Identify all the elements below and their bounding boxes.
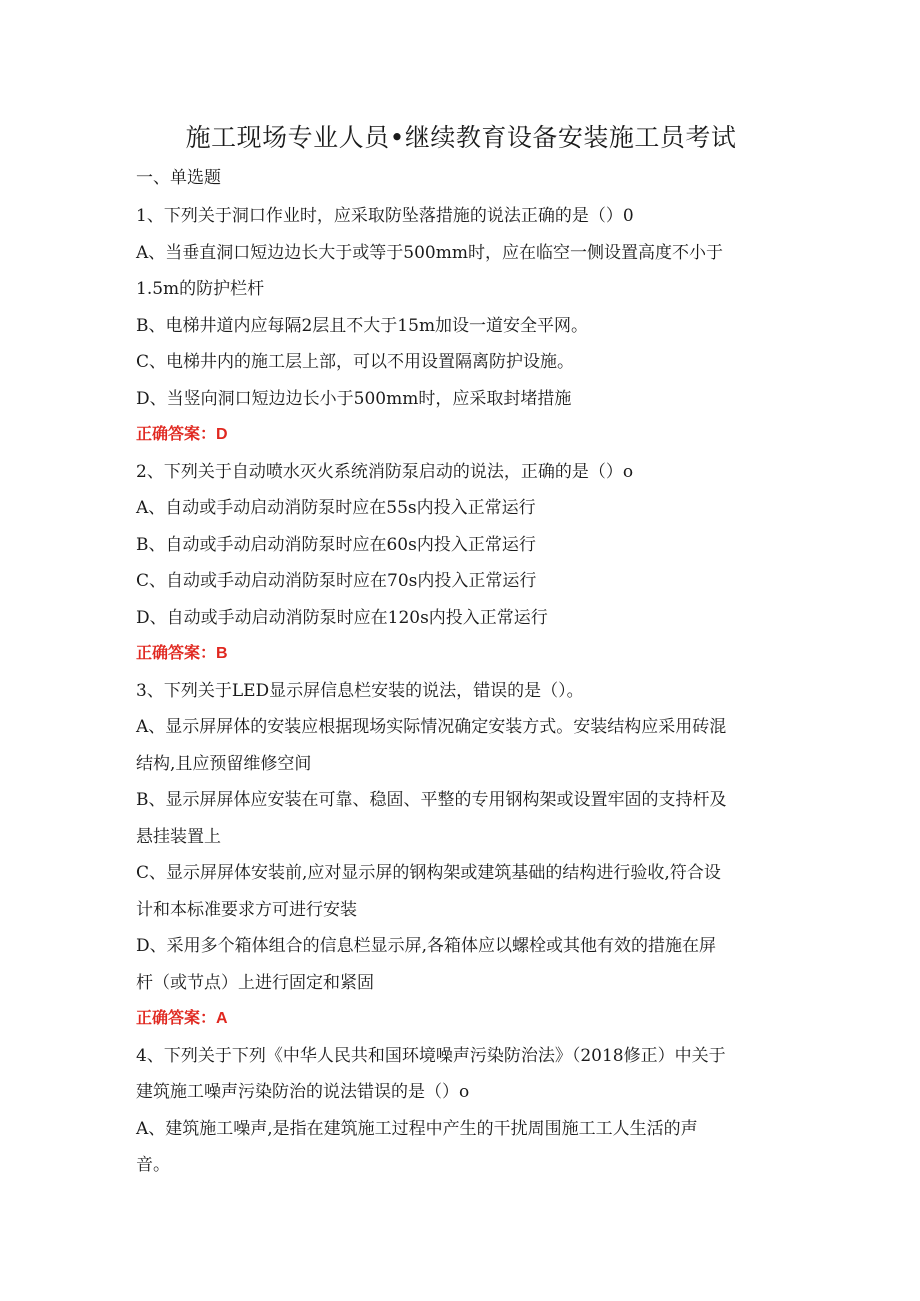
document-title: 施工现场专业人员•继续教育设备安装施工员考试 xyxy=(185,123,737,152)
question-1-option-a-line-2: 1.5m的防护栏杆 xyxy=(136,279,265,299)
question-2-option-a: A、自动或手动启动消防泵时应在55s内投入正常运行 xyxy=(136,498,536,518)
question-2-option-d: D、自动或手动启动消防泵时应在120s内投入正常运行 xyxy=(136,607,548,628)
document-page xyxy=(136,118,786,1184)
question-3-answer: 正确答案：A xyxy=(136,1010,228,1027)
question-1-answer: 正确答案：D xyxy=(136,426,228,443)
question-3-stem: 3、下列关于LED显示屏信息栏安装的说法，错误的是（）。 xyxy=(136,680,584,701)
question-1 xyxy=(136,198,786,454)
question-4 xyxy=(136,1038,786,1184)
question-3-option-a-line-2: 结构,且应预留维修空间 xyxy=(136,753,312,774)
question-2-option-b: B、自动或手动启动消防泵时应在60s内投入正常运行 xyxy=(136,534,536,555)
question-1-option-b: B、电梯井道内应每隔2层且不大于15m加设一道安全平网。 xyxy=(136,315,589,336)
question-1-option-a-line-1: A、当垂直洞口短边边长大于或等于500mm时，应在临空一侧设置高度不小于 xyxy=(136,242,723,263)
question-3-option-d-line-1: D、采用多个箱体组合的信息栏显示屏,各箱体应以螺栓或其他有效的措施在屏 xyxy=(136,936,717,956)
question-4-stem-line-2: 建筑施工噪声污染防治的说法错误的是（）o xyxy=(136,1082,470,1102)
question-2-option-c: C、自动或手动启动消防泵时应在70s内投入正常运行 xyxy=(136,571,537,591)
question-3-option-c-line-2: 计和本标准要求方可进行安装 xyxy=(136,899,357,920)
question-3-option-a-line-1: A、显示屏屏体的安装应根据现场实际情况确定安装方式。安装结构应采用砖混 xyxy=(136,717,727,737)
question-2-answer: 正确答案：B xyxy=(136,645,228,662)
question-4-stem-line-1: 4、下列关于下列《中华人民共和国环境噪声污染防治法》（2018修正）中关于 xyxy=(136,1045,726,1066)
section-heading: 一、单选题 xyxy=(136,168,221,188)
question-2-stem: 2、下列关于自动喷水灭火系统消防泵启动的说法，正确的是（）o xyxy=(136,461,634,482)
question-2 xyxy=(136,454,786,673)
question-3 xyxy=(136,673,786,1038)
question-3-option-d-line-2: 杆（或节点）上进行固定和紧固 xyxy=(136,972,374,993)
question-1-stem: 1、下列关于洞口作业时，应采取防坠落措施的说法正确的是（）0 xyxy=(136,206,634,226)
question-4-option-a-line-1: A、建筑施工噪声,是指在建筑施工过程中产生的干扰周围施工工人生活的声 xyxy=(136,1118,698,1139)
question-1-option-c: C、电梯井内的施工层上部，可以不用设置隔离防护设施。 xyxy=(136,352,575,372)
question-1-option-d: D、当竖向洞口短边边长小于500mm时，应采取封堵措施 xyxy=(136,388,572,409)
question-3-option-b-line-2: 悬挂装置上 xyxy=(136,826,221,847)
question-4-option-a-line-2: 音。 xyxy=(136,1155,170,1175)
question-3-option-c-line-1: C、显示屏屏体安装前,应对显示屏的钢构架或建筑基础的结构进行验收,符合设 xyxy=(136,863,721,883)
question-3-option-b-line-1: B、显示屏屏体应安装在可靠、稳固、平整的专用钢构架或设置牢固的支持杆及 xyxy=(136,790,727,810)
